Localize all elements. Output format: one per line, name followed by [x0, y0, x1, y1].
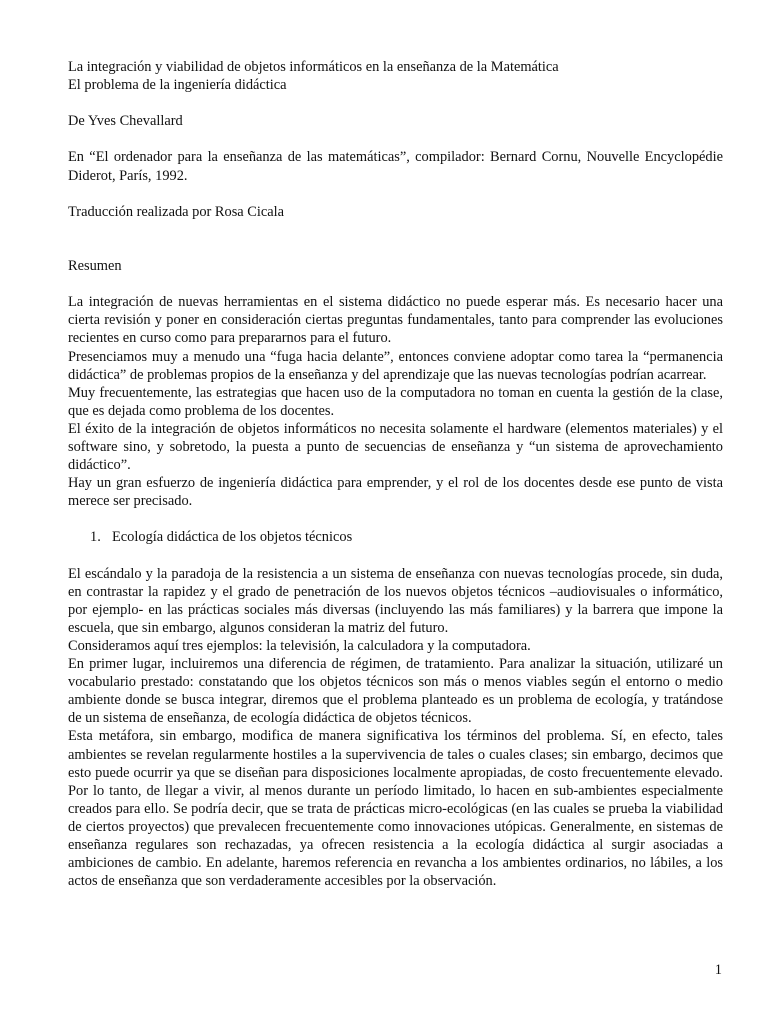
summary-paragraph: El éxito de la integración de objetos informáticos no necesita solamente el hardware (elementos materiales) y el software sino, y sobretodo, la puesta a punto de secuencias de enseñanza y “un sistema de aprovechamiento didáctico”.	[68, 420, 723, 474]
summary-paragraph: Hay un gran esfuerzo de ingeniería didáctica para emprender, y el rol de los docentes desde ese punto de vista merece ser precisado.	[68, 475, 723, 510]
section-title: Ecología didáctica de los objetos técnicos	[112, 529, 353, 546]
summary-paragraph: Presenciamos muy a menudo una “fuga hacia delante”, entonces conviene adoptar como tarea la “permanencia didáctica” de problemas propios de la enseñanza y del aprendizaje que las nuevas tecnologías podrían acarrear.	[68, 348, 723, 383]
body-paragraph: Esta metáfora, sin embargo, modifica de manera significativa los términos del problema. Sí, en efecto, tales ambientes se revelan regularmente hostiles a la supervivencia de tales o cuales clases; sin embargo, decimos que esto puede ocurrir ya que se diseñan para disposiciones localmente apropiadas, de costo frecuentemente elevado. Por lo tanto, de llegar a vivir, al menos durante un período limitado, lo hacen en sub-ambientes especialmente creados para ello. Se podría decir, que se trata de prácticas micro-ecológicas (en las cuales se prueba la viabilidad de ciertos proyectos) que prevalecen frecuentemente como innovaciones utópicas. Generalmente, en sistemas de enseñanza regulares son rechazadas, ya ofrecen resistencia a la ecología didáctica al surgir asociadas a ambiciones de cambio. En adelante, haremos referencia en revancha a los ambientes ordinarios, no lábiles, a los actos de enseñanza que son verdaderamente accesibles por la observación.	[68, 728, 723, 890]
document-body	[68, 58, 723, 890]
section-number: 1.	[90, 529, 101, 546]
document-title: La integración y viabilidad de objetos informáticos en la enseñanza de la Matemática	[68, 59, 559, 75]
summary-paragraph: Muy frecuentemente, las estrategias que hacen uso de la computadora no toman en cuenta la gestión de la clase, que es dejada como problema de los docentes.	[68, 384, 723, 419]
document-subtitle: El problema de la ingeniería didáctica	[68, 77, 287, 94]
body-paragraph: El escándalo y la paradoja de la resistencia a un sistema de enseñanza con nuevas tecnologías procede, sin duda, en contrastar la rapidez y el grado de penetración de los nuevos objetos técnicos –audiovisuales o informático, por ejemplo- en las prácticas sociales más diversas (incluyendo las más familiares) y la barrera que impone la escuela, que sin embargo, algunos consideran la matriz del futuro.	[68, 565, 723, 636]
spacer	[68, 510, 723, 528]
body-paragraph: Consideramos aquí tres ejemplos: la televisión, la calculadora y la computadora.	[68, 638, 531, 654]
body-paragraph: En primer lugar, incluiremos una diferencia de régimen, de tratamiento. Para analizar la situación, utilizaré un vocabulario prestado: constatando que los objetos técnicos son más o menos viables según el entorno o medio ambiente donde se busca integrar, diremos que el problema planteado es un problema de ecología, y tratándose de un sistema de enseñanza, de ecología didáctica de objetos técnicos.	[68, 656, 723, 727]
author-line: De Yves Chevallard	[68, 113, 183, 130]
summary-paragraph: La integración de nuevas herramientas en el sistema didáctico no puede esperar más. Es necesario hacer una cierta revisión y poner en consideración ciertas preguntas fundamentales, tanto para comprender las evoluciones recientes en curso como para prepararnos para el futuro.	[68, 294, 723, 347]
spacer	[68, 94, 723, 112]
spacer	[68, 221, 723, 239]
section-heading	[68, 528, 723, 546]
page-number: 1	[714, 962, 722, 978]
translator-line: Traducción realizada por Rosa Cicala	[68, 203, 285, 220]
spacer	[68, 547, 723, 565]
spacer	[68, 130, 723, 148]
spacer	[68, 275, 723, 293]
spacer	[68, 239, 723, 257]
spacer	[68, 185, 723, 203]
source-citation: En “El ordenador para la enseñanza de las matemáticas”, compilador: Bernard Cornu, Nouvelle Encyclopédie Diderot, París, 1992.	[68, 149, 723, 184]
summary-heading: Resumen	[68, 258, 122, 275]
